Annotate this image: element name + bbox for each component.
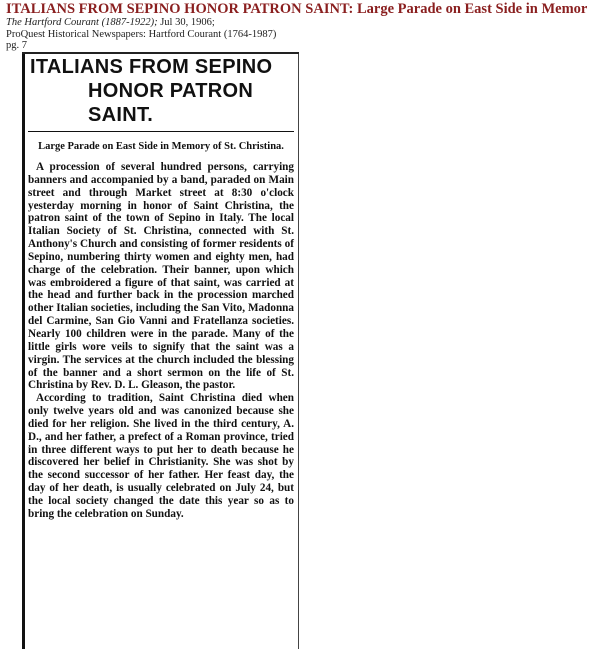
headline-line-1: ITALIANS FROM SEPINO	[30, 56, 273, 78]
article-paragraph-2: According to tradition, Saint Christina died when only twelve years old and was canonized because she died for her religion. She lived in the third century, A. D., and her father, a prefect of a Roman province, tried in three different ways to put her to death because he discovered her belief in Christianity. She was shot by the second successor of her father. Her feast day, the day of her death, is usually celebrated on July 24, but the local society changed the date this year so as to bring the celebration on Sunday.	[28, 392, 294, 520]
citation-title: ITALIANS FROM SEPINO HONOR PATRON SAINT: Large Parade on East Side in Memor	[6, 1, 588, 17]
article-paragraph-1: A procession of several hundred persons, carrying banners and accompanied by a band, paraded on Main street and through Market street at 8:30 o'clock yesterday morning in honor of Saint Christina, the patron saint of the town of Sepino in Italy. The local Italian Society of St. Christina, connected with St. Anthony's Church and consisting of former residents of Sepino, numbering thirty women and eighty men, had charge of the celebration. Their banner, upon which was embroidered a figure of that saint, was carried at the head and further back in the procession marched other Italian societies, including the San Vito, Madonna del Carmine, San Gio Vanni and Fratellanza societies. Nearly 100 children were in the parade. Many of the little girls wore veils to signify that the saint was a virgin. The services at the church included the blessing of the banner and a short sermon on the life of St. Christina by Rev. D. L. Gleason, the pastor.	[28, 161, 294, 392]
article-clipping	[28, 55, 294, 521]
article-deck: Large Parade on East Side in Memory of St. Christina.	[38, 141, 284, 152]
column-rule-right	[298, 52, 299, 649]
citation-header	[6, 1, 589, 52]
citation-publication: The Hartford Courant (1887-1922);	[6, 17, 158, 28]
citation-source	[6, 17, 589, 29]
citation-date: Jul 30, 1906;	[157, 17, 215, 28]
headline-divider	[28, 131, 294, 132]
article-body	[28, 161, 294, 521]
citation-database: ProQuest Historical Newspapers: Hartford Courant (1764-1987)	[6, 28, 277, 40]
column-rule-top	[22, 52, 299, 54]
headline-line-2: HONOR PATRON SAINT.	[88, 80, 254, 126]
citation-page: pg. 7	[6, 40, 27, 51]
column-rule-left	[22, 52, 25, 649]
